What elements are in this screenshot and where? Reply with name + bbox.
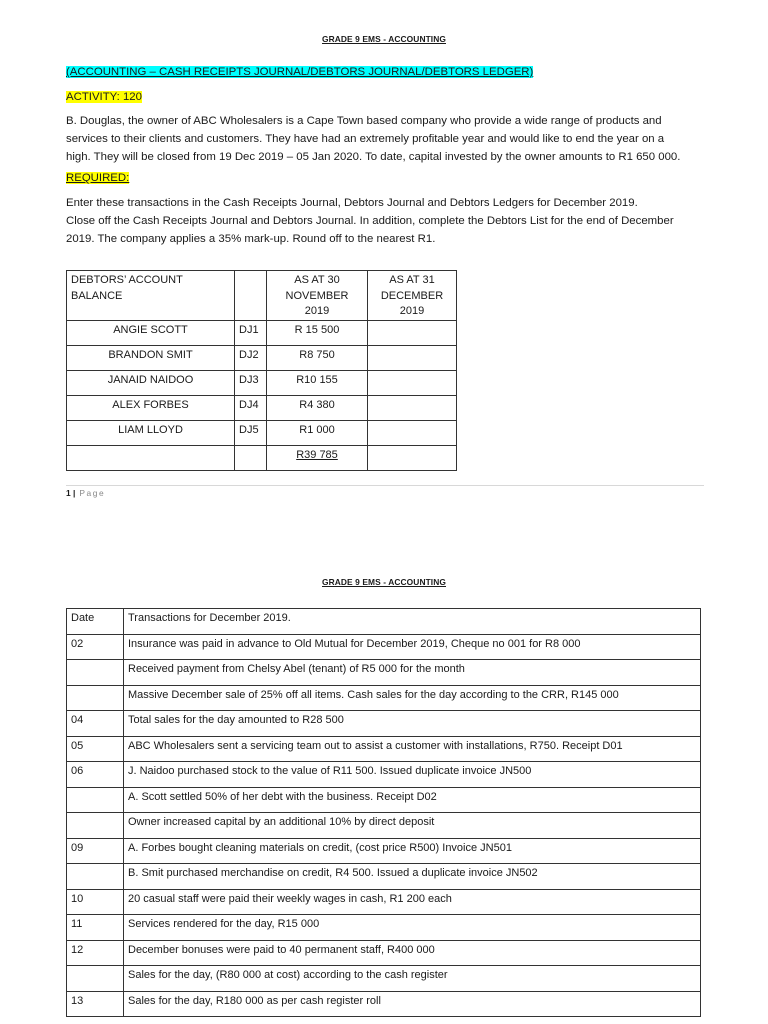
table-row — [67, 787, 701, 813]
transaction-date: 04 — [67, 711, 124, 737]
transactions-table — [66, 608, 701, 1017]
debtor-nov-balance: R10 155 — [267, 370, 368, 395]
transaction-date — [67, 685, 124, 711]
table-row — [67, 711, 701, 737]
transaction-date: 09 — [67, 838, 124, 864]
header-transactions: Transactions for December 2019. — [124, 609, 701, 635]
table-row — [67, 940, 701, 966]
debtor-dec-balance — [368, 420, 457, 445]
table-row — [67, 395, 457, 420]
page-word: Page — [79, 488, 106, 498]
transaction-text: Sales for the day, R180 000 as per cash register roll — [124, 991, 701, 1017]
debtor-nov-balance: R4 380 — [267, 395, 368, 420]
transaction-date: 12 — [67, 940, 124, 966]
table-row — [67, 370, 457, 395]
debtor-name: JANAID NAIDOO — [67, 370, 235, 395]
required-line: Enter these transactions in the Cash Receipts Journal, Debtors Journal and Debtors Ledgers for December 2019. — [66, 197, 638, 209]
total-dec-cell — [368, 445, 457, 470]
table-total-row — [67, 445, 457, 470]
transaction-text: Sales for the day, (R80 000 at cost) according to the cash register — [124, 966, 701, 992]
debtor-folio: DJ1 — [235, 320, 267, 345]
header-line: NOVEMBER — [285, 289, 349, 302]
debtor-name: ANGIE SCOTT — [67, 320, 235, 345]
header-line: AS AT 30 — [294, 274, 340, 286]
header-line: 2019 — [304, 305, 330, 317]
intro-line: high. They will be closed from 19 Dec 2019 – 05 Jan 2020. To date, capital invested by the owner amounts to R1 650 000. — [66, 151, 681, 163]
table-row — [67, 320, 457, 345]
transaction-text: Insurance was paid in advance to Old Mutual for December 2019, Cheque no 001 for R8 000 — [124, 634, 701, 660]
header-line: DECEMBER — [380, 289, 444, 302]
transaction-text: Total sales for the day amounted to R28 500 — [124, 711, 701, 737]
transaction-date: 06 — [67, 762, 124, 788]
debtor-dec-balance — [368, 320, 457, 345]
table-header-row — [67, 609, 701, 635]
table-row — [67, 685, 701, 711]
transaction-date — [67, 660, 124, 686]
activity-text: ACTIVITY: 120 — [66, 91, 142, 103]
table-row — [67, 813, 701, 839]
transaction-date — [67, 864, 124, 890]
table-row — [67, 736, 701, 762]
debtor-folio: DJ5 — [235, 420, 267, 445]
transaction-text: J. Naidoo purchased stock to the value of R11 500. Issued duplicate invoice JN500 — [124, 762, 701, 788]
debtor-name: BRANDON SMIT — [67, 345, 235, 370]
header-line: 2019 — [399, 305, 425, 317]
table-row — [67, 915, 701, 941]
transaction-date — [67, 787, 124, 813]
table-row — [67, 991, 701, 1017]
total-nov-balance: R39 785 — [296, 448, 338, 461]
transaction-date — [67, 813, 124, 839]
table-row — [67, 660, 701, 686]
transaction-text: B. Smit purchased merchandise on credit, R4 500. Issued a duplicate invoice JN502 — [124, 864, 701, 890]
transaction-text: A. Scott settled 50% of her debt with the business. Receipt D02 — [124, 787, 701, 813]
table-row — [67, 864, 701, 890]
header-nov-2019 — [267, 271, 368, 321]
debtor-nov-balance: R 15 500 — [267, 320, 368, 345]
header-date: Date — [67, 609, 124, 635]
required-line: Close off the Cash Receipts Journal and Debtors Journal. In addition, complete the Debtors List for the end of December — [66, 215, 674, 227]
transaction-date: 11 — [67, 915, 124, 941]
header-folio — [235, 271, 267, 321]
debtor-folio: DJ2 — [235, 345, 267, 370]
transaction-text: December bonuses were paid to 40 permanent staff, R400 000 — [124, 940, 701, 966]
page-separator: | — [73, 488, 76, 498]
header-line: AS AT 31 — [389, 274, 435, 286]
page-header: GRADE 9 EMS - ACCOUNTING — [322, 34, 446, 44]
debtor-nov-balance: R8 750 — [267, 345, 368, 370]
required-label — [66, 172, 129, 184]
debtor-folio: DJ4 — [235, 395, 267, 420]
header-account-balance: DEBTORS’ ACCOUNT BALANCE — [67, 271, 235, 321]
transaction-date: 05 — [67, 736, 124, 762]
required-paragraph — [66, 194, 706, 248]
debtor-folio: DJ3 — [235, 370, 267, 395]
transaction-date: 10 — [67, 889, 124, 915]
transaction-text: ABC Wholesalers sent a servicing team out to assist a customer with installations, R750. Receipt D01 — [124, 736, 701, 762]
transaction-date: 13 — [67, 991, 124, 1017]
debtor-dec-balance — [368, 345, 457, 370]
activity-label — [66, 91, 142, 103]
total-folio-cell — [235, 445, 267, 470]
transaction-date: 02 — [67, 634, 124, 660]
table-row — [67, 762, 701, 788]
transaction-text: Owner increased capital by an additional 10% by direct deposit — [124, 813, 701, 839]
transaction-text: Massive December sale of 25% off all items. Cash sales for the day according to the CRR, R145 000 — [124, 685, 701, 711]
page-header: GRADE 9 EMS - ACCOUNTING — [322, 577, 446, 587]
debtor-dec-balance — [368, 395, 457, 420]
intro-line: services to their clients and customers. They have had an extremely profitable year and would like to end the year on a — [66, 133, 665, 145]
page-footer — [66, 488, 105, 498]
intro-line: B. Douglas, the owner of ABC Wholesalers is a Cape Town based company who provide a wide range of products and — [66, 115, 662, 127]
transaction-text: 20 casual staff were paid their weekly wages in cash, R1 200 each — [124, 889, 701, 915]
table-row — [67, 420, 457, 445]
table-row — [67, 966, 701, 992]
transaction-text: Services rendered for the day, R15 000 — [124, 915, 701, 941]
table-row — [67, 838, 701, 864]
total-label-cell — [67, 445, 235, 470]
table-header-row — [67, 271, 457, 321]
page-number: 1 — [66, 488, 71, 498]
debtor-name: LIAM LLOYD — [67, 420, 235, 445]
footer-divider — [66, 485, 704, 486]
transaction-text: Received payment from Chelsy Abel (tenant) of R5 000 for the month — [124, 660, 701, 686]
table-row — [67, 634, 701, 660]
header-dec-2019 — [368, 271, 457, 321]
topic-text: (ACCOUNTING – CASH RECEIPTS JOURNAL/DEBTORS JOURNAL/DEBTORS LEDGER) — [66, 66, 534, 78]
transaction-text: A. Forbes bought cleaning materials on credit, (cost price R500) Invoice JN501 — [124, 838, 701, 864]
topic-heading — [66, 66, 533, 78]
debtors-balance-table — [66, 270, 457, 471]
debtor-nov-balance: R1 000 — [267, 420, 368, 445]
required-text: REQUIRED: — [66, 172, 130, 184]
debtor-dec-balance — [368, 370, 457, 395]
debtor-name: ALEX FORBES — [67, 395, 235, 420]
table-row — [67, 345, 457, 370]
total-nov-cell — [267, 445, 368, 470]
transaction-date — [67, 966, 124, 992]
required-line: 2019. The company applies a 35% mark-up. Round off to the nearest R1. — [66, 233, 436, 245]
intro-paragraph — [66, 112, 706, 166]
table-row — [67, 889, 701, 915]
